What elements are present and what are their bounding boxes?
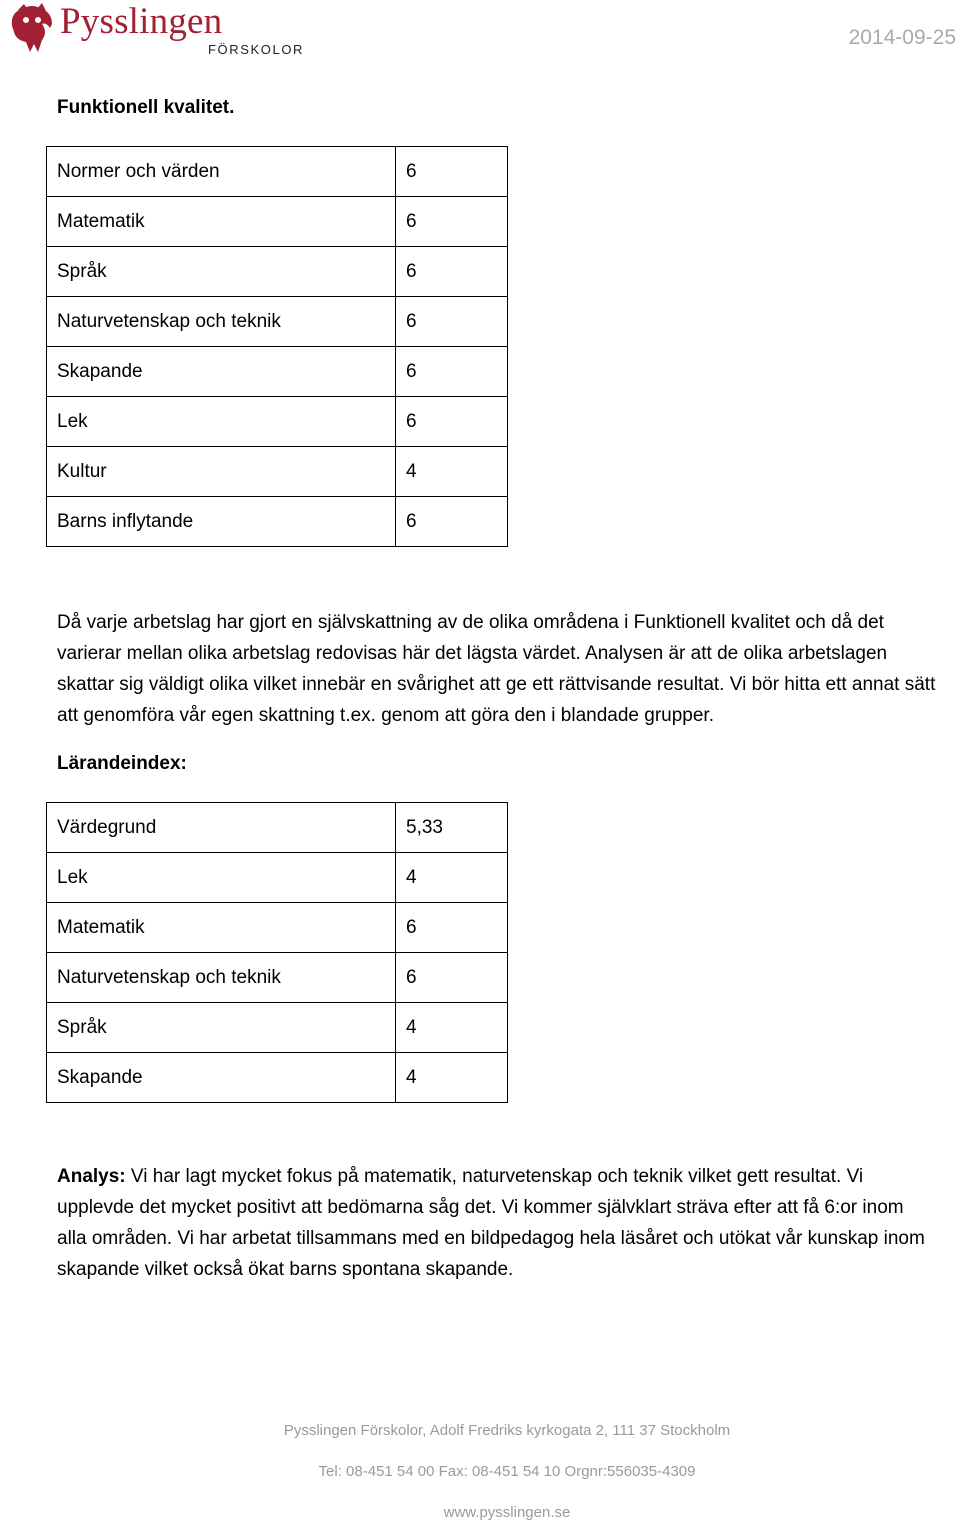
pysslingen-logo [6, 1, 305, 58]
footer-address: Pysslingen Förskolor, Adolf Fredriks kyrkogata 2, 111 37 Stockholm [283, 1422, 731, 1439]
table-row [47, 147, 508, 197]
row-label: Lek [47, 853, 396, 903]
logo-mark-icon [6, 2, 58, 54]
row-value: 6 [396, 903, 508, 953]
table-row [47, 297, 508, 347]
table-row [47, 447, 508, 497]
row-value: 6 [396, 397, 508, 447]
table-row [47, 803, 508, 853]
funktionell-kvalitet-table [46, 146, 508, 547]
table-row [47, 1053, 508, 1103]
row-value: 6 [396, 297, 508, 347]
row-value: 4 [396, 1053, 508, 1103]
row-value: 6 [396, 197, 508, 247]
row-label: Naturvetenskap och teknik [47, 953, 396, 1003]
row-value: 4 [396, 447, 508, 497]
row-label: Barns inflytande [47, 497, 396, 547]
analysis-label: Analys: [57, 1166, 126, 1187]
table-row [47, 497, 508, 547]
row-label: Värdegrund [47, 803, 396, 853]
footer-phone: Tel: 08-451 54 00 Fax: 08-451 54 10 Orgnr:556035-4309 [318, 1463, 696, 1480]
row-label: Lek [47, 397, 396, 447]
row-value: 6 [396, 247, 508, 297]
row-value: 6 [396, 497, 508, 547]
row-label: Skapande [47, 1053, 396, 1103]
table-row [47, 197, 508, 247]
logo-name: Pysslingen [60, 1, 223, 42]
row-value: 6 [396, 147, 508, 197]
row-label: Språk [47, 247, 396, 297]
table-row [47, 247, 508, 297]
row-value: 6 [396, 953, 508, 1003]
footer-website[interactable]: www.pysslingen.se [443, 1504, 571, 1521]
section-heading-larandeindex: Lärandeindex: [57, 753, 187, 774]
analysis-text: Vi har lagt mycket fokus på matematik, naturvetenskap och teknik vilket gett resultat. Vi upplevde det mycket positivt att bedömarna såg det. Vi kommer självklart sträva efter att få 6:or inom alla områden. Vi har arbetat tillsammans med en bildpedagog hela läsåret och utökat vår kunskap inom skapande vilket också ökat barns spontana skapande. [57, 1166, 925, 1280]
table-row [47, 347, 508, 397]
analysis-paragraph [57, 1161, 937, 1285]
row-value: 6 [396, 347, 508, 397]
table-row [47, 397, 508, 447]
row-label: Kultur [47, 447, 396, 497]
table-row [47, 903, 508, 953]
document-date: 2014-09-25 [848, 26, 956, 49]
table-row [47, 1003, 508, 1053]
row-value: 5,33 [396, 803, 508, 853]
funktionell-kvalitet-paragraph: Då varje arbetslag har gjort en självskattning av de olika områdena i Funktionell kvalitet och då det varierar mellan olika arbetslag redovisas här det lägsta värdet. Analysen är att de olika arbetslagen skattar sig väldigt olika vilket innebär en svårighet att ge ett rättvisande resultat. Vi bör hitta ett annat sätt att genomföra vår egen skattning t.ex. genom att göra den i blandade grupper. [57, 612, 936, 726]
row-label: Skapande [47, 347, 396, 397]
row-label: Språk [47, 1003, 396, 1053]
table-row [47, 853, 508, 903]
row-value: 4 [396, 853, 508, 903]
row-value: 4 [396, 1003, 508, 1053]
row-label: Matematik [47, 903, 396, 953]
larandeindex-table [46, 802, 508, 1103]
row-label: Matematik [47, 197, 396, 247]
row-label: Normer och värden [47, 147, 396, 197]
row-label: Naturvetenskap och teknik [47, 297, 396, 347]
section-heading-funktionell-kvalitet: Funktionell kvalitet. [57, 97, 235, 118]
logo-subtitle: FÖRSKOLOR [208, 42, 305, 57]
table-row [47, 953, 508, 1003]
